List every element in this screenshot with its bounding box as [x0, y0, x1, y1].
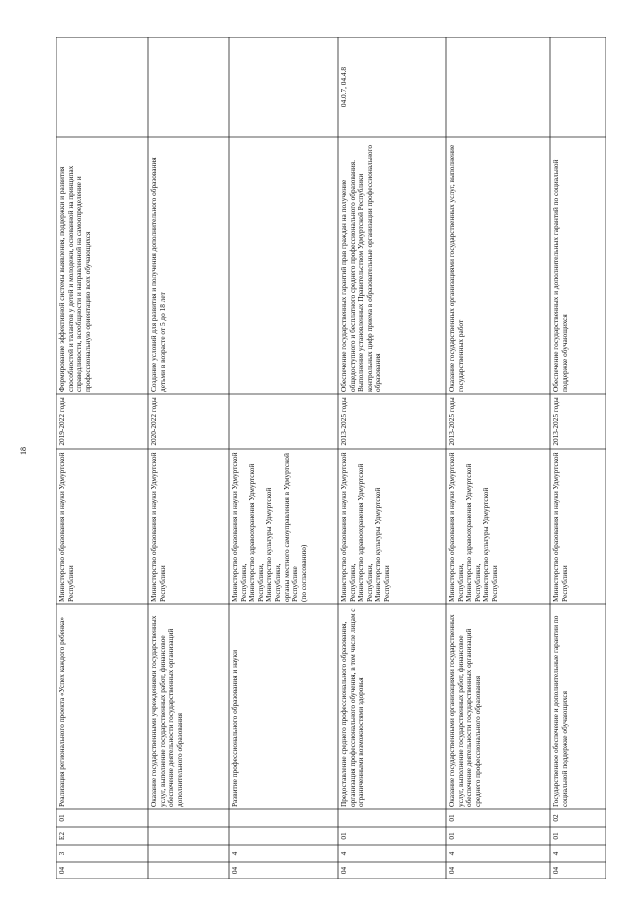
- row-4-term-cell: 2013-2025 годы: [339, 397, 348, 446]
- row-2-result-cell: Создание условий для развития и получения дополнительного образования детьми в возрасте от 5 до 18 лет: [149, 157, 167, 392]
- row-4-gp-cell: 04: [339, 866, 348, 875]
- row-1-m-cell: 01: [57, 814, 66, 822]
- row-5-name-cell: Оказание государственными организациями государственных услуг, выполнение государственных работ, финансовое обеспечение деятельности государственных организаций среднего профессионального образования: [447, 614, 482, 807]
- row-1-gp-cell: 04: [57, 866, 66, 875]
- row-5-om-cell: 01: [447, 832, 456, 840]
- row-4-executor-cell: Министерство образования и науки Удмуртской Республики, Министерство здравоохранения Удмуртской Республики, Министерство культуры Удмуртской Республики: [339, 452, 391, 602]
- row-2-term-cell: 2020-2022 годы: [149, 397, 158, 446]
- row-3-executor-cell: Министерство образования и науки Удмуртской Республики, Министерство здравоохранения Удмуртской Республики, Министерство культуры Удмуртской Республики, органы местного самоуправления в Удмуртской Республике (по согласованию): [230, 452, 308, 602]
- row-4-om-cell: 01: [339, 832, 348, 840]
- row-6-pp-cell: 4: [551, 851, 560, 856]
- row-1-term-cell: 2019-2022 годы: [57, 397, 66, 446]
- row-3-gp-cell: 04: [230, 866, 239, 875]
- row-1-result-cell: Формирование эффективной системы выявления, поддержки и развития способностей и талантов у детей и молодежи, основанной на принципах справедливости, всеобщности и направленной на самоопределение и профессиональную ориентацию всех обучающихся: [57, 165, 92, 392]
- row-6-gp-cell: 04: [551, 866, 560, 875]
- row-4-result-cell: Обеспечение государственных гарантий прав граждан на получение общедоступного и бесплатного среднего профессионального образования. Выполнение установленных Правительством Удмуртской Республики контрольных цифр приема в образовательные организации профессионального образования: [339, 144, 383, 392]
- row-6-m-cell: 02: [551, 814, 560, 822]
- row-6-om-cell: 01: [551, 832, 560, 840]
- row-4-name-cell: Предоставление среднего профессионального образования, организация профессионального обучения, в том числе лицам с ограниченными возможностями здоровья: [339, 608, 366, 807]
- row-5-term-cell: 2013-2025 годы: [447, 397, 456, 446]
- row-1-name-cell: Реализация регионального проекта «Успех каждого ребенка»: [57, 616, 66, 807]
- row-6-result-cell: Обеспечение государственных и дополнительных гарантий по социальной поддержке обучающихся: [551, 159, 569, 392]
- row-3-name-cell: Развитие профессионального образования и науки: [230, 650, 239, 807]
- row-6-term-cell: 2013-2025 годы: [551, 397, 560, 446]
- row-1-pp-cell: 3: [57, 851, 66, 856]
- row-6-executor-cell: Министерство образования и науки Удмуртской Республики: [551, 452, 569, 602]
- row-5-result-cell: Оказание государственных организациями государственных услуг, выполнение государственных работ: [447, 144, 465, 392]
- row-3-pp-cell: 4: [230, 851, 239, 856]
- row-2-executor-cell: Министерство образования и науки Удмуртской Республики: [149, 452, 167, 602]
- row-6-name-cell: Государственное обеспечение и дополнительные гарантии по социальной поддержке обучающихся: [551, 615, 569, 807]
- row-2-name-cell: Оказание государственными учреждениями государственных услуг, выполнение государственных работ, финансовое обеспечение деятельности государственных организаций дополнительного образования: [149, 615, 184, 807]
- row-1-om-cell: E2: [57, 831, 66, 841]
- row-4-indicator-cell: 04.0.7, 04.4.8: [339, 66, 348, 108]
- row-4-pp-cell: 4: [339, 851, 348, 856]
- row-5-gp-cell: 04: [447, 866, 456, 875]
- row-1-executor-cell: Министерство образования и науки Удмуртской Республики: [57, 452, 75, 602]
- row-5-pp-cell: 4: [447, 851, 456, 856]
- row-5-m-cell: 01: [447, 814, 456, 822]
- page-number: 18: [19, 447, 28, 455]
- data-table: [56, 37, 606, 879]
- row-5-executor-cell: Министерство образования и науки Удмуртской Республики, Министерство здравоохранения Удмуртской Республики, Министерство культуры Удмуртской Республики: [447, 452, 499, 602]
